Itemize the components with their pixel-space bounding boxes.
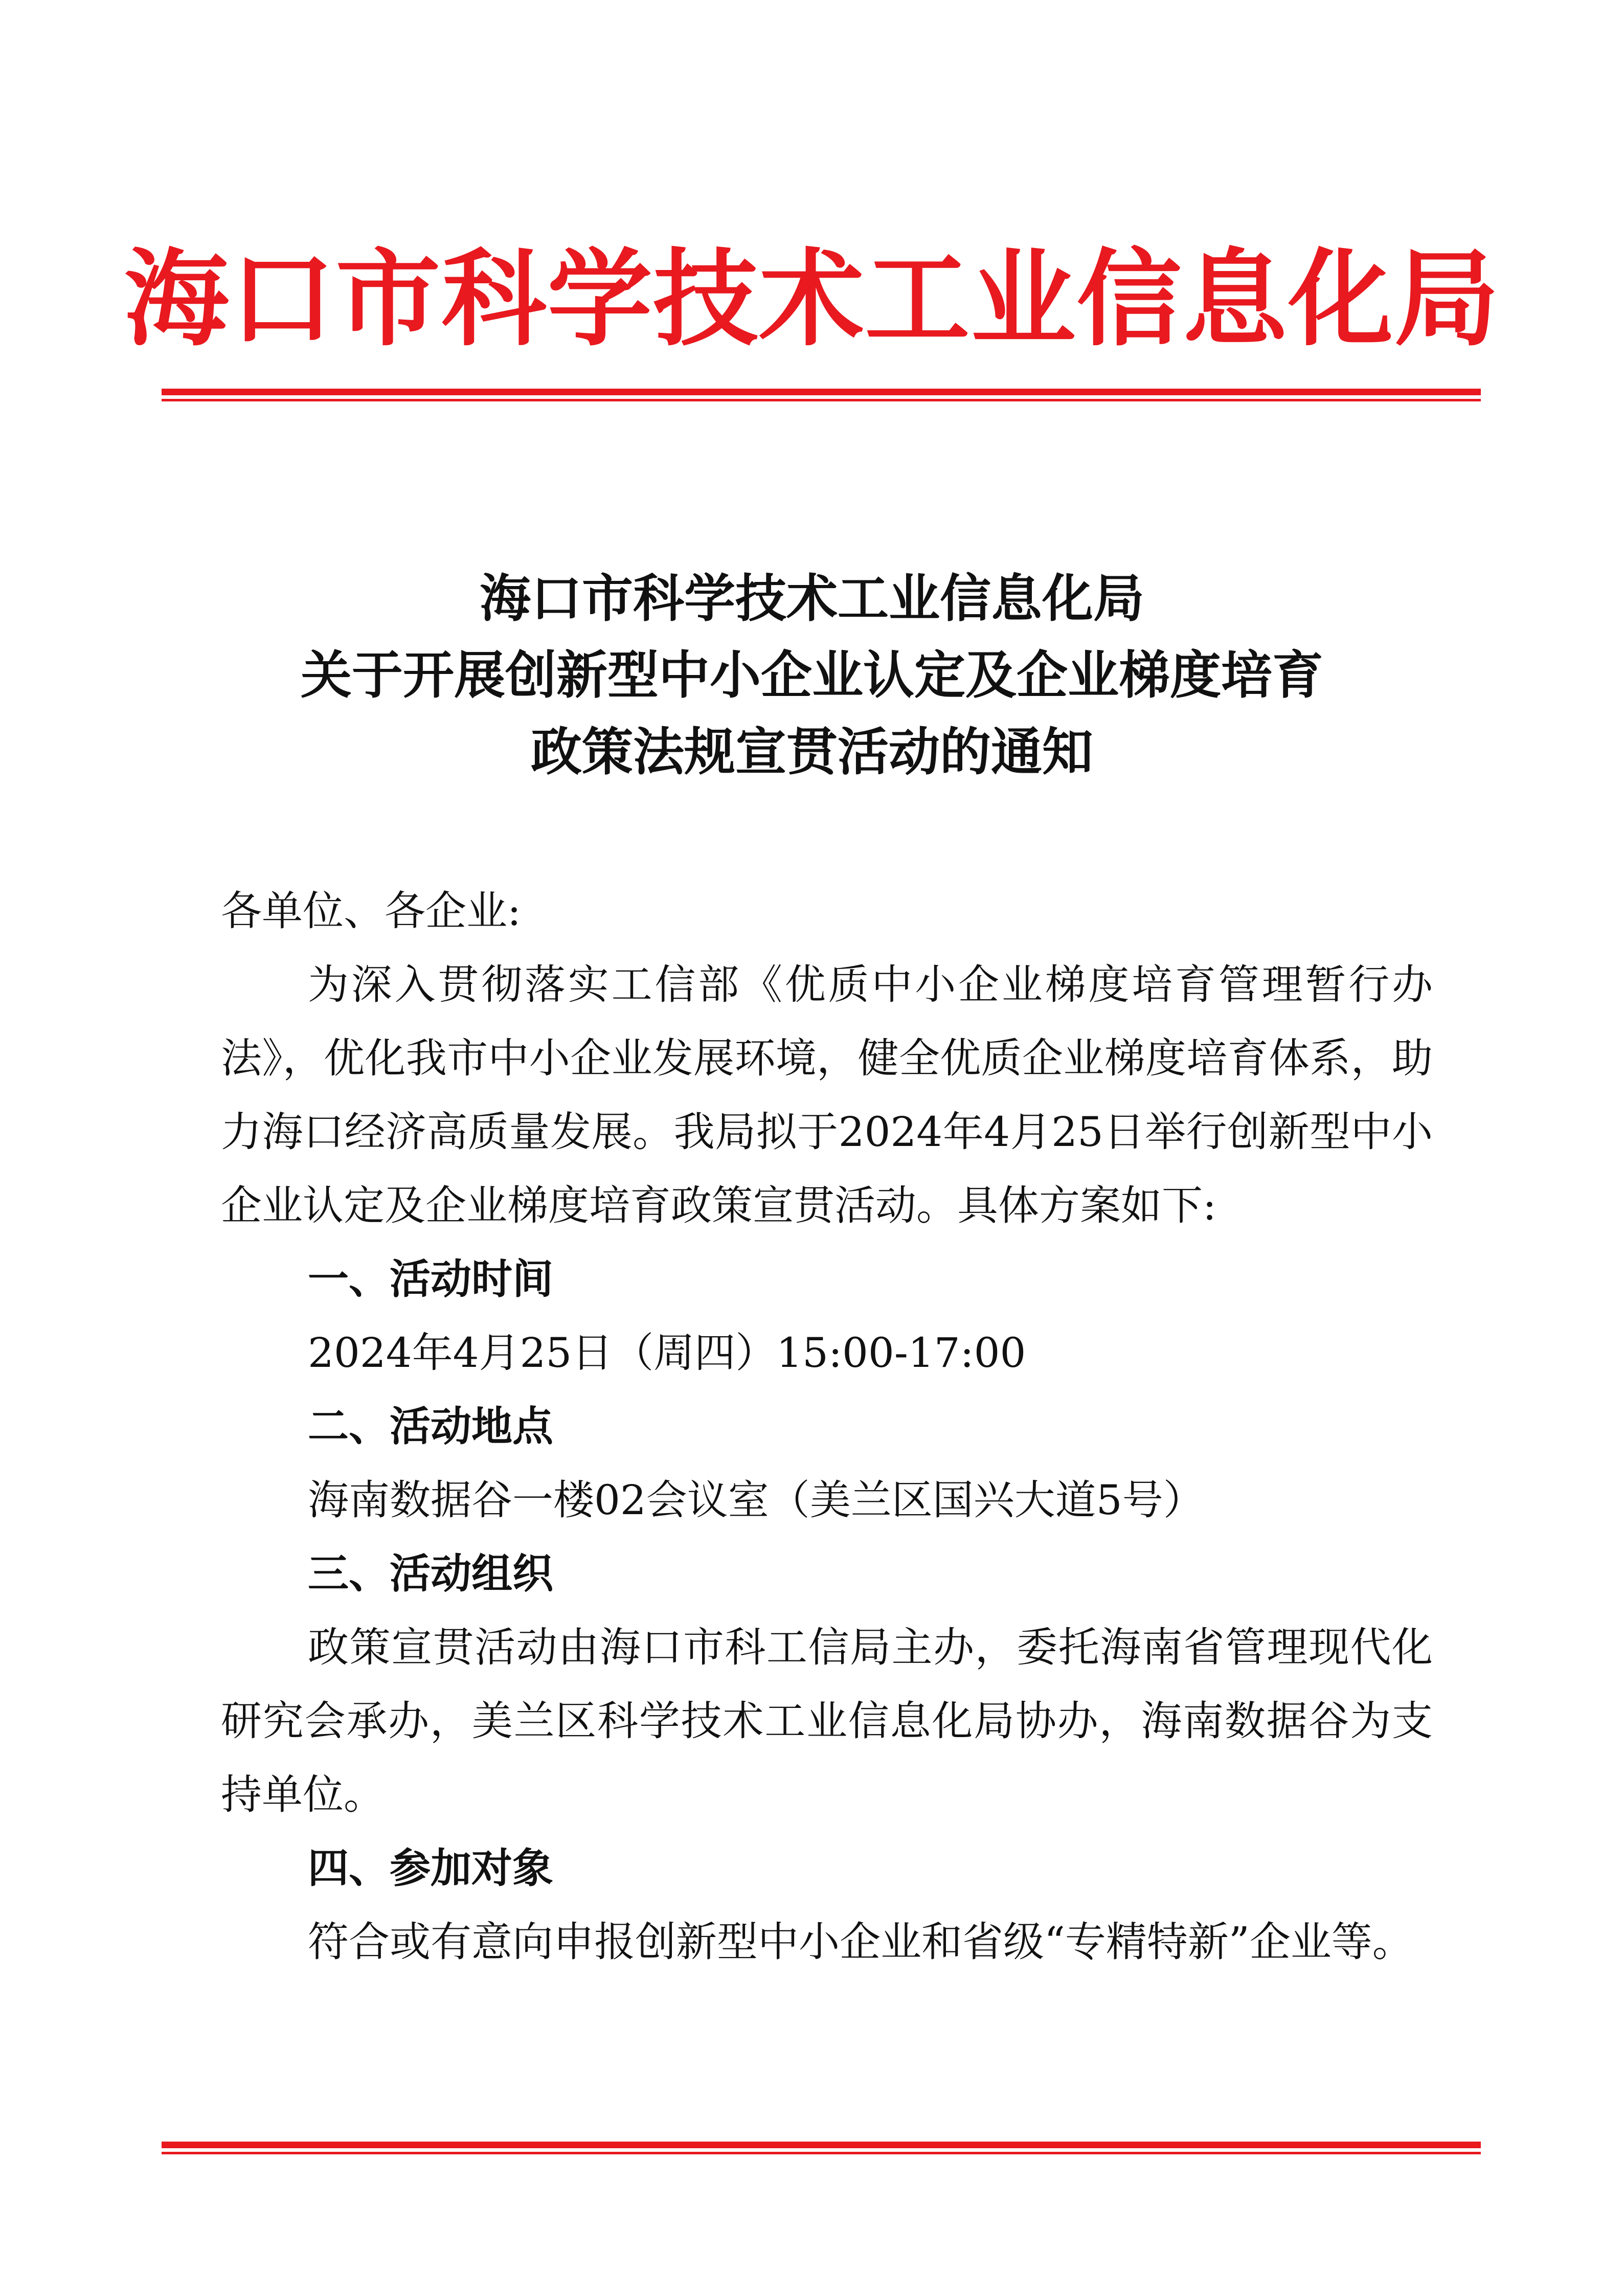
title-line-2: 关于开展创新型中小企业认定及企业梯度培育	[301, 645, 1323, 705]
masthead-org-name: 海口市科学技术工业信息化局	[124, 238, 1500, 361]
footer-thin-line	[162, 2152, 1481, 2154]
title-line-1: 海口市科学技术工业信息化局	[480, 568, 1144, 628]
section-heading-location: 二、活动地点	[308, 1403, 553, 1450]
footer-thick-line	[162, 2142, 1481, 2148]
footer-divider	[162, 2142, 1481, 2154]
section-content-time: 2024年4月25日（周四）15:00-17:00	[308, 1329, 1026, 1377]
masthead-divider	[162, 389, 1481, 401]
divider-thick-line	[162, 389, 1481, 395]
section-heading-organization: 三、活动组织	[308, 1550, 553, 1597]
section-heading-time: 一、活动时间	[308, 1255, 553, 1303]
document-title	[0, 560, 1624, 790]
divider-thin-line	[162, 399, 1481, 401]
section-content-location: 海南数据谷一楼02会议室（美兰区国兴大道5号）	[308, 1476, 1204, 1524]
section-heading-participants: 四、参加对象	[308, 1844, 553, 1892]
section-content-participants: 符合或有意向申报创新型中小企业和省级“专精特新”企业等。	[308, 1918, 1413, 1966]
salutation: 各单位、各企业:	[221, 887, 521, 935]
intro-paragraph: 为深入贯彻落实工信部《优质中小企业梯度培育管理暂行办法》，优化我市中小企业发展环境，健全优质企业梯度培育体系，助力海口经济高质量发展。我局拟于2024年4月25日举行创新型中小企业认定及企业梯度培育政策宣贯活动。具体方案如下:	[221, 961, 1433, 1229]
document-body	[221, 874, 1433, 1979]
section-content-organization: 政策宣贯活动由海口市科工信局主办，委托海南省管理现代化研究会承办，美兰区科学技术工业信息化局协办，海南数据谷为支持单位。	[221, 1624, 1433, 1818]
title-line-3: 政策法规宣贯活动的通知	[531, 722, 1093, 782]
